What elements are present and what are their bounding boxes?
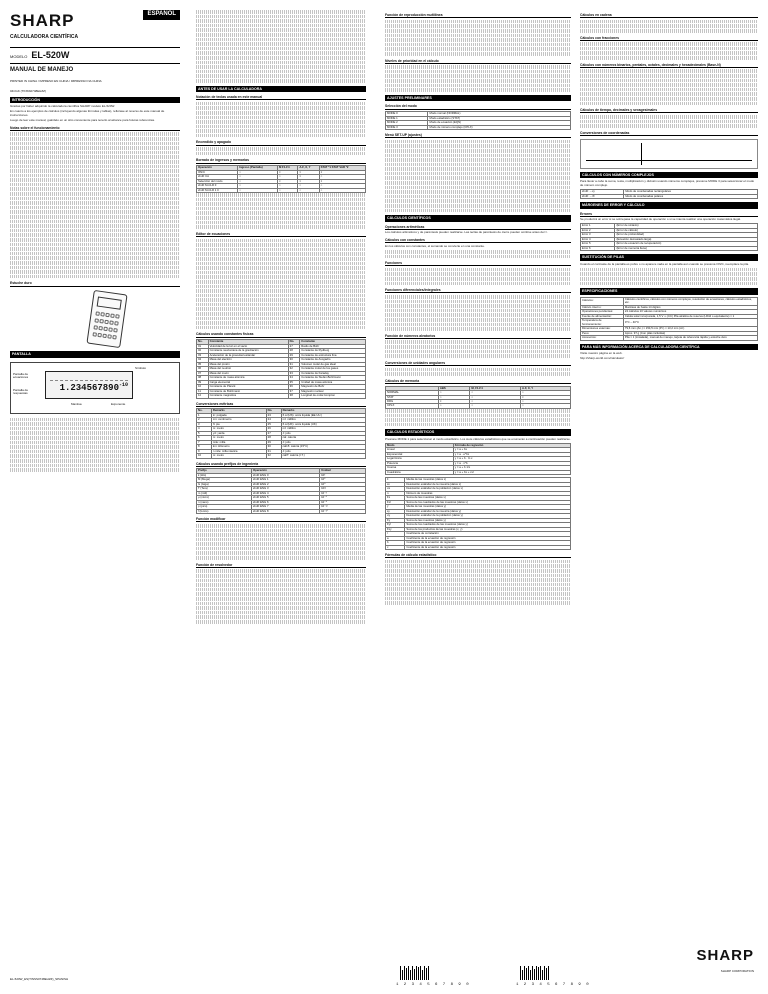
section-physics: Cálculos usando constantes físicas bbox=[196, 332, 366, 337]
section-metric: Conversiones métricas bbox=[196, 402, 366, 407]
model-label: MODELO bbox=[10, 53, 28, 59]
func-repr-text bbox=[385, 20, 571, 56]
modify-text bbox=[196, 524, 366, 560]
section-before-use: ANTES DE USAR LA CALCULADORA bbox=[196, 86, 366, 92]
section-battery: SUSTITUCIÓN DE PILAS bbox=[580, 254, 758, 260]
table-row: ON/C ○ × × × bbox=[197, 170, 366, 174]
section-solver: Función de resolvedor bbox=[196, 563, 366, 568]
error-p1: Se producirá un error si se sobrepasa la capacidad de operación o si se intenta realizar una operación matemática ilegal. bbox=[580, 217, 741, 222]
table-row: Dimensiones externas: 79,6 mm (An.) × 154,5 mm (Pr.) × 13,2 mm (Al.) bbox=[581, 327, 758, 331]
table-row: 11 Constante de Boltzmann 37 Magnetón nuclear bbox=[197, 389, 366, 393]
coordinate-diagram bbox=[580, 139, 758, 169]
table-row: MODE 2 Modo de ecuación (EQN) bbox=[386, 121, 571, 125]
table-row: T (Tera) 2ndF ENG 3 10¹² bbox=[197, 487, 366, 491]
setup-text bbox=[385, 140, 571, 213]
table-row: Peso: Aprox. 97 g (Con pilas incluidas) bbox=[581, 331, 758, 335]
table-row: Error 1 (Error de sintaxis) bbox=[581, 224, 758, 228]
battery-text bbox=[580, 263, 758, 285]
priority-text bbox=[385, 65, 571, 92]
section-stat-formula: Fórmulas de cálculo estadístico bbox=[385, 553, 571, 558]
section-editor: Editor de ecuaciones bbox=[196, 232, 366, 237]
table-row: CPLX ○ ○ ○ bbox=[386, 404, 571, 408]
arith-text bbox=[385, 231, 571, 235]
barcode-1 bbox=[400, 966, 429, 980]
section-specs: ESPECIFICACIONES bbox=[580, 288, 758, 294]
solver-text bbox=[196, 569, 366, 623]
section-random: Función de números aleatorios bbox=[385, 334, 571, 339]
section-intro: INTRODUCCIÓN bbox=[10, 97, 180, 103]
table-row: 6 m: metro 28 cal: caloría bbox=[197, 436, 366, 440]
model-row bbox=[10, 47, 180, 64]
table-row: 3 ft: pie 25 fl oz(UK): onza líquida (UK) bbox=[197, 422, 366, 426]
table-row: DRG × ○ ○ bbox=[386, 399, 571, 403]
table-row: 02 Constante newtoniana de la gravitación 28 Constante de Rydberg bbox=[197, 349, 366, 353]
table-row: sx Desviación estándar de la muestra (datos x) bbox=[386, 482, 571, 486]
regression-table: Modo Fórmula de regresión Lineal y = a + bx Exponencial y = a · e^bx Logarítmica y = a + b · ln x Potencia y = a · x^b Inversa y = a + b 1/x Cuadrática y = a + bx + cx² bbox=[385, 443, 571, 475]
section-sci-calc: CÁLCULOS CIENTÍFICOS bbox=[385, 215, 571, 221]
table-row: n (nano) 2ndF ENG 6 10⁻⁹ bbox=[197, 500, 366, 504]
table-row: Exponencial y = a · e^bx bbox=[386, 452, 571, 456]
arith-p1: Los cálculos aritméticos y de paréntesis pueden realizarse. Las teclas de paréntesis de cierre pueden omitirse antes del =. bbox=[385, 230, 548, 235]
column-3 bbox=[385, 10, 571, 606]
table-row: σy Desviación estándar de la población (datos y) bbox=[386, 514, 571, 518]
notes-text bbox=[10, 132, 180, 278]
angle-conv-text bbox=[385, 368, 571, 376]
intro-p3: Luego de leer este manual, guárdelo en un sitio conveniente para tenerlo al alcance para futuras referencias. bbox=[10, 118, 155, 123]
barcode-1-digits: 1 2 3 4 5 6 7 8 9 0 bbox=[396, 983, 471, 987]
header bbox=[10, 10, 180, 473]
section-case: Estuche duro bbox=[10, 281, 180, 286]
table-row: 04 Masa del electrón 30 Constante de Avogadro bbox=[197, 358, 366, 362]
table-row: Logarítmica y = a + b · ln x bbox=[386, 457, 571, 461]
table-row: 12 Constante magnética 38 Longitud de onda Compton bbox=[197, 394, 366, 398]
table-row: Σy² Suma de los cuadrados de las muestras (datos y) bbox=[386, 523, 571, 527]
table-row: NORMAL ○ ○ ○ bbox=[386, 391, 571, 395]
section-modify: Función modificar bbox=[196, 517, 366, 522]
metric-conversion-table: No. Remarks No. Remarks 1 in: pulgada 23 fl oz(US): onza líquida (EE.UU.) 2 cm: centímetro 24 ml: mililitro 3 ft: pie 25 fl oz(UK): onza líquida (UK) 4 m: metro 26 ml: mililitro 5 yd: yarda 27 J: julio 6 m: metro 28 cal: caloría 7 mile: milla 29 J: julio 8 km: kilómetro 30 cal15: caloría (15°C) 9 n mile: milla náutica 31 J: julio 10 m: metro 32 calIT: caloría (I.T.) bbox=[196, 408, 366, 458]
table-row: Inversa y = a + b 1/x bbox=[386, 466, 571, 470]
section-notes: Notas sobre el funcionamiento bbox=[10, 126, 180, 131]
barcode-2-digits: 1 2 3 4 5 6 7 8 9 0 bbox=[516, 983, 591, 987]
mem-col-0: Operación bbox=[197, 166, 238, 170]
table-row: 2ndF →rθ Modo de coordenadas polares bbox=[581, 194, 758, 198]
section-diff-int: Funciones diferenciales/integrales bbox=[385, 288, 571, 293]
section-adjust: AJUSTES PRELIMINARES bbox=[385, 95, 571, 101]
random-text bbox=[385, 340, 571, 357]
mem-col-1: Ingreso (Pantalla) bbox=[238, 166, 278, 170]
language-tab: ESPAÑOL bbox=[143, 10, 180, 20]
table-row: 5 yd: yarda 27 J: julio bbox=[197, 431, 366, 435]
table-row: Σxy Suma de los productos de las muestras (x, y) bbox=[386, 527, 571, 531]
table-row: Error 6 (Error de memoria llena) bbox=[581, 246, 758, 250]
table-row: 2 cm: centímetro 24 ml: mililitro bbox=[197, 418, 366, 422]
table-row: 9 n mile: milla náutica 31 J: julio bbox=[197, 449, 366, 453]
error-text bbox=[580, 218, 758, 222]
intro-text bbox=[10, 105, 180, 122]
memory-text bbox=[385, 409, 571, 426]
section-key-notation: Notación de teclas usada en este manual bbox=[196, 95, 366, 100]
table-row: Error 5 (Error de ecuación de recuperación) bbox=[581, 242, 758, 246]
diff-int-text bbox=[385, 295, 571, 331]
table-row: σx Desviación estándar de la población (datos x) bbox=[386, 487, 571, 491]
table-row: b Coeficiente de la ecuación de regresión bbox=[386, 541, 571, 545]
section-coord: Conversiones de coordenadas bbox=[580, 131, 758, 136]
table-row: 8 km: kilómetro 30 cal15: caloría (15°C) bbox=[197, 445, 366, 449]
section-const: Cálculos con constantes bbox=[385, 238, 571, 243]
display-diagram bbox=[10, 362, 180, 414]
table-row: n Número de muestras bbox=[386, 491, 571, 495]
table-row: MODE 3 Modo de número complejo (CPLX) bbox=[386, 125, 571, 129]
manual-title: MANUAL DE MANEJO bbox=[10, 66, 74, 73]
section-on-off: Encendido y apagado bbox=[196, 140, 366, 145]
calculator-body bbox=[86, 290, 127, 348]
hard-case-illustration bbox=[70, 288, 140, 348]
time-text bbox=[580, 115, 758, 128]
complex-p1: Para llevar a cabo la suma, resta, multiplicación y división usando números complejos, presione MODE 3 para seleccionar el modo de número complejo. bbox=[580, 179, 755, 188]
section-stat: CÁLCULOS ESTADÍSTICOS bbox=[385, 429, 571, 435]
table-row: m (mili) 2ndF ENG 4 10⁻³ bbox=[197, 491, 366, 495]
on-off-text bbox=[196, 147, 366, 155]
table-row: 10 Constante de Planck 36 Magnetón de Bohr bbox=[197, 385, 366, 389]
const-text bbox=[385, 245, 571, 258]
section-chain: Cálculos en cadena bbox=[580, 13, 758, 18]
footer-code: EL-520W_ES(TINSS0748EHZZ)_SPANISH bbox=[10, 977, 69, 982]
table-row: MODE 0 Modo normal (NORMAL) bbox=[386, 112, 571, 116]
section-functions: Funciones bbox=[385, 261, 571, 266]
table-row: 05 Masa del protón 31 Volumen molar de gas ideal bbox=[197, 362, 366, 366]
section-mode: Selección del modo bbox=[385, 104, 571, 109]
prefix-table: Prefijo Operación Unidad k (kilo) 2ndF ENG 0 10³ M (Mega) 2ndF ENG 1 10⁶ G (Giga) 2ndF ENG 2 10⁹ T (Tera) 2ndF ENG 3 10¹² m (mili) 2ndF ENG 4 10⁻³ μ (micro) 2ndF ENG 5 10⁻⁶ n (nano) 2ndF ENG 6 10⁻⁹ p (pico) 2ndF ENG 7 10⁻¹² f (femto) 2ndF ENG 8 10⁻¹⁵ bbox=[196, 468, 366, 514]
table-row: Cálculos: Cálculos científicos, cálculos con números complejos, resolución de ecuaciones, cálculos estadísticos, etc. bbox=[581, 297, 758, 305]
table-row: p (pico) 2ndF ENG 7 10⁻¹² bbox=[197, 505, 366, 509]
table-row: M (Mega) 2ndF ENG 1 10⁶ bbox=[197, 478, 366, 482]
const-p1: En los cálculos con constantes, el sumando se convierte en una constante. bbox=[385, 243, 485, 248]
table-row: 10 m: metro 32 calIT: caloría (I.T.) bbox=[197, 454, 366, 458]
stat-formula-text bbox=[385, 560, 571, 605]
table-row: Temperatura de funcionamiento: 0°C – 40°C bbox=[581, 319, 758, 327]
symbols-text bbox=[196, 10, 366, 83]
binary-text bbox=[580, 69, 758, 105]
barcode-2 bbox=[520, 966, 549, 980]
intro-p1: Gracias por haber adquirido la calculadora científica SHARP modelo EL-520W. bbox=[10, 104, 115, 109]
table-row: 2ndF →xy Modo de coordenadas rectangulares bbox=[581, 190, 758, 194]
section-arith: Operaciones aritméticas bbox=[385, 225, 571, 230]
doc-code: 04CGK (TINSS0748EHZZ) bbox=[10, 89, 47, 93]
table-row: r Coeficiente de correlación bbox=[386, 532, 571, 536]
table-row: Potencia y = a · x^b bbox=[386, 461, 571, 465]
table-row: 09 Carga elemental 35 Unidad de masa atómica bbox=[197, 380, 366, 384]
answer-display-label: Pantalla de respuestas bbox=[13, 387, 29, 396]
table-row: Σx² Suma de los cuadrados de las muestras (datos x) bbox=[386, 500, 571, 504]
table-row: Cuadrática y = a + bx + cx² bbox=[386, 470, 571, 474]
stat-p1: Presione MODE 1 para seleccionar el modo estadístico. Los siete cálculos estadísticos que se enumeran a continuación pueden realizarse. bbox=[385, 436, 571, 441]
table-row: a Coeficiente de la ecuación de regresión bbox=[386, 536, 571, 540]
stat-text bbox=[385, 438, 571, 442]
complex-text bbox=[580, 180, 758, 187]
table-row: 4 m: metro 26 ml: mililitro bbox=[197, 427, 366, 431]
footer-logo: SHARP bbox=[696, 947, 754, 965]
mantissa-label: Mantisa bbox=[71, 401, 82, 406]
chain-text bbox=[580, 20, 758, 33]
exponent-label: Exponente bbox=[111, 401, 126, 406]
section-func-repr: Función de reproducción multilínea bbox=[385, 13, 571, 18]
symbol-label: Símbolo bbox=[135, 365, 147, 370]
table-row: Error 4 (Ecuación demasiado larga) bbox=[581, 237, 758, 241]
section-priority: Niveles de prioridad en el cálculo bbox=[385, 59, 571, 64]
printed-in: PRINTED IN CHINA / IMPRESO EN CHINA / IMPRESSO NA CHINA bbox=[10, 79, 102, 84]
table-row: 03 Aceleración de la gravedad estándar 29 Constante de estructura fina bbox=[197, 353, 366, 357]
table-row: Σy Suma de las muestras (datos y) bbox=[386, 518, 571, 522]
clear-text bbox=[196, 193, 366, 229]
section-prefix: Cálculos usando prefijos de ingeniería bbox=[196, 462, 366, 467]
table-row: Error 2 (Error de cálculo) bbox=[581, 228, 758, 232]
section-setup: Menú SET-UP (ajustes) bbox=[385, 133, 571, 138]
column-2 bbox=[196, 10, 366, 625]
key-notation-text bbox=[196, 102, 366, 138]
table-row: Accesorios: Pila × 1 (instalada), manual de manejo, tarjeta de referencia rápida y estuche duro bbox=[581, 336, 758, 340]
mem-col-2: M F1-F4 bbox=[277, 166, 297, 170]
table-row: ȳ Media de las muestras (datos y) bbox=[386, 505, 571, 509]
table-row: f (femto) 2ndF ENG 8 10⁻¹⁵ bbox=[197, 509, 366, 513]
physics-constants-table: No. Constante No. Constante 01 Velocidad de la luz en el vacío 27 Radio de Bohr 02 Constante newtoniana de la gravitación 28 Constante de Rydberg 03 Aceleración de la gravedad estándar 29 Constante de estructura fina 04 Masa del electrón 30 Constante de Avogadro 05 Masa del protón 31 Volumen molar de gas ideal 06 Masa del neutrón 32 Constante molar de los gases 07 Masa del muón 33 Constante de Faraday 08 Constante de masa atómica 34 Constante de Stefan-Boltzmann 09 Carga elemental 35 Unidad de masa atómica 10 Constante de Planck 36 Magnetón de Bohr 11 Constante de Boltzmann 37 Magnetón nuclear 12 Constante magnética 38 Longitud de onda Compton bbox=[196, 339, 366, 398]
memory-clear-table bbox=[196, 165, 366, 193]
lcd-screen bbox=[45, 371, 133, 399]
lcd-value: $1.234567890^{-10}$ bbox=[59, 382, 128, 394]
table-row: μ (micro) 2ndF ENG 5 10⁻⁶ bbox=[197, 496, 366, 500]
section-angle-conv: Conversiones de unidades angulares bbox=[385, 361, 571, 366]
table-row: 2ndF M-CLR 1 0 ○ ○ ○ ○ bbox=[197, 188, 366, 192]
intro-p2: En cuanto a los ejemplos de cálculos (incluyendo algunas fórmulas y tablas), refiérase al reverso de este manual de instrucciones. bbox=[10, 109, 165, 117]
document-title: CALCULADORA CIENTÍFICA bbox=[10, 34, 79, 41]
section-time: Cálculos de tiempo, decimales y sexagesimales bbox=[580, 108, 758, 113]
table-row: Fuente de alimentación: Célula solar incorporada, 1,5 V ⎓ (CC) Pila alcalina de reserva (LR44 o equivalente) × 1 bbox=[581, 314, 758, 318]
table-row: Lineal y = a + bx bbox=[386, 448, 571, 452]
specs-table bbox=[580, 297, 758, 341]
table-row: 7 mile: milla 29 J: julio bbox=[197, 440, 366, 444]
complex-modes bbox=[580, 189, 758, 199]
mem-col-3: A-F, X, Y bbox=[298, 166, 319, 170]
table-row: c Coeficiente de la ecuación de regresión bbox=[386, 545, 571, 549]
column-4 bbox=[580, 10, 758, 362]
model-name: EL-520W bbox=[31, 49, 70, 60]
section-error-codes: Errores bbox=[580, 212, 758, 217]
mem-col-4: STAT *1 STAT VAR *2 bbox=[319, 166, 365, 170]
web-line1: Visite nuestro página en la web. bbox=[580, 351, 623, 356]
table-row: 06 Masa del neutrón 32 Constante molar de los gases bbox=[197, 367, 366, 371]
fraction-text bbox=[580, 42, 758, 59]
table-row: MODE 1 Modo estadístico (STAT) bbox=[386, 116, 571, 120]
section-complex: CÁLCULOS CON NÚMEROS COMPLEJOS bbox=[580, 172, 758, 178]
web-url[interactable]: http://sharp-world.com/calculator/ bbox=[580, 356, 625, 361]
table-row: 01 Velocidad de la luz en el vacío 27 Radio de Bohr bbox=[197, 344, 366, 348]
error-codes-table bbox=[580, 223, 758, 251]
footer-company: SHARP CORPORATION bbox=[720, 969, 754, 974]
section-errors: MÁRGENES DE ERROR Y CÁLCULO bbox=[580, 202, 758, 208]
table-row: Selección del modo ○ × × × bbox=[197, 179, 366, 183]
section-binary: Cálculos con números binarios, pentales, octales, decimales y hexadecimales (Base-N) bbox=[580, 63, 758, 68]
table-row: G (Giga) 2ndF ENG 2 10⁹ bbox=[197, 482, 366, 486]
mode-memory-table: ABS M, F1-F4 A-F, X, Y NORMAL ○ ○ ○ STAT ○ ○ × DRG × ○ ○ CPLX ○ ○ ○ bbox=[385, 386, 571, 409]
section-memory: Cálculos de memoria bbox=[385, 379, 571, 384]
functions-text bbox=[385, 268, 571, 285]
table-row: 1 in: pulgada 23 fl oz(US): onza líquida (EE.UU.) bbox=[197, 413, 366, 417]
stat-variables-table bbox=[385, 477, 571, 550]
table-row: x̄ Media de las muestras (datos x) bbox=[386, 478, 571, 482]
display-text bbox=[10, 418, 180, 472]
table-row: 07 Masa del muón 33 Constante de Faraday bbox=[197, 371, 366, 375]
table-row: 2ndF CA ○ ○ × ○ bbox=[197, 175, 366, 179]
web-text bbox=[580, 352, 758, 361]
table-row: 08 Constante de masa atómica 34 Constante de Stefan-Boltzmann bbox=[197, 376, 366, 380]
table-row: Σx Suma de las muestras (datos x) bbox=[386, 496, 571, 500]
table-row: 2ndF M-CLR 0 ○ ○ ○ ○ bbox=[197, 184, 366, 188]
table-row: Error 3 (Error de profundidad) bbox=[581, 233, 758, 237]
section-web: PARA MÁS INFORMACIÓN ACERCA DE CALCULADORA CIENTÍFICA bbox=[580, 344, 758, 350]
table-row: Operaciones pendientes: 24 cálculos 10 valores numéricos bbox=[581, 310, 758, 314]
table-row: k (kilo) 2ndF ENG 0 10³ bbox=[197, 473, 366, 477]
table-row: sy Desviación estándar de la muestra (datos y) bbox=[386, 509, 571, 513]
equation-display-label: Pantalla de ecuaciones bbox=[13, 371, 29, 380]
section-display: PANTALLA bbox=[10, 351, 180, 357]
table-row: STAT ○ ○ × bbox=[386, 395, 571, 399]
mode-list bbox=[385, 111, 571, 130]
section-clear: Borrado de ingresos y memorias bbox=[196, 158, 366, 163]
brand-logo: SHARP bbox=[10, 11, 75, 30]
section-fraction: Cálculos con fracciones bbox=[580, 36, 758, 41]
editor-text bbox=[196, 239, 366, 330]
battery-p1: Cuando el contraste de la pantalla es pobre o no aparece nada en la pantalla aun cuando se presiona ON/C, reemplace la pila. bbox=[580, 261, 749, 266]
table-row: Cálculo interno: Mantisas de hasta 14 dígitos bbox=[581, 305, 758, 309]
